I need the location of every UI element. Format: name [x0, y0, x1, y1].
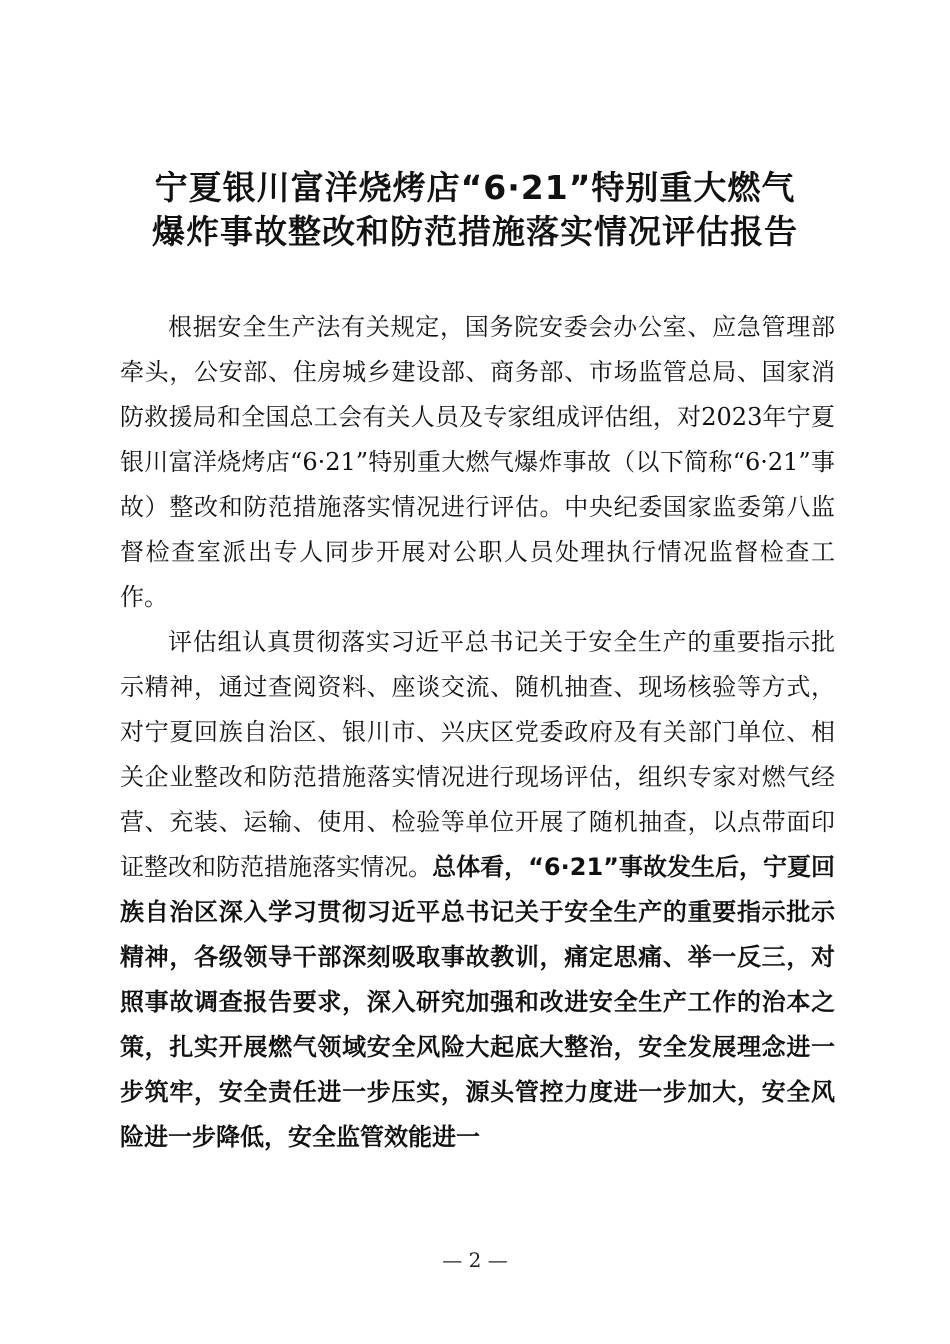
- paragraph-2-regular-text: 评估组认真贯彻落实习近平总书记关于安全生产的重要指示批示精神，通过查阅资料、座谈交流、随机抽查、现场核验等方式，对宁夏回族自治区、银川市、兴庆区党委政府及有关部门单位、相关企业整改和防范措施落实情况进行现场评估，组织专家对燃气经营、充装、运输、使用、检验等单位开展了随机抽查，以点带面印证整改和防范措施落实情况。: [120, 628, 835, 881]
- paragraph-2: [120, 620, 835, 1160]
- page-number: — 2 —: [442, 1248, 508, 1272]
- report-title: [110, 166, 840, 254]
- paragraph-2-bold-text: 总体看，“6·21”事故发生后，宁夏回族自治区深入学习贯彻习近平总书记关于安全生产的重要指示批示精神，各级领导干部深刻吸取事故教训，痛定思痛、举一反三，对照事故调查报告要求，深入研究加强和改进安全生产工作的治本之策，扎实开展燃气领域安全风险大起底大整治，安全发展理念进一步筑牢，安全责任进一步压实，源头管控力度进一步加大，安全风险进一步降低，安全监管效能进一: [120, 853, 836, 1151]
- report-body: [120, 305, 835, 1160]
- paragraph-1: [120, 305, 835, 620]
- title-line-1: 宁夏银川富洋烧烤店“6·21”特别重大燃气: [154, 168, 796, 207]
- paragraph-1-text: 根据安全生产法有关规定，国务院安委会办公室、应急管理部牵头，公安部、住房城乡建设部、商务部、市场监管总局、国家消防救援局和全国总工会有关人员及专家组成评估组，对2023年宁夏银川富洋烧烤店“6·21”特别重大燃气爆炸事故（以下简称“6·21”事故）整改和防范措施落实情况进行评估。中央纪委国家监委第八监督检查室派出专人同步开展对公职人员处理执行情况监督检查工作。: [120, 313, 835, 611]
- title-line-2: 爆炸事故整改和防范措施落实情况评估报告: [152, 212, 798, 251]
